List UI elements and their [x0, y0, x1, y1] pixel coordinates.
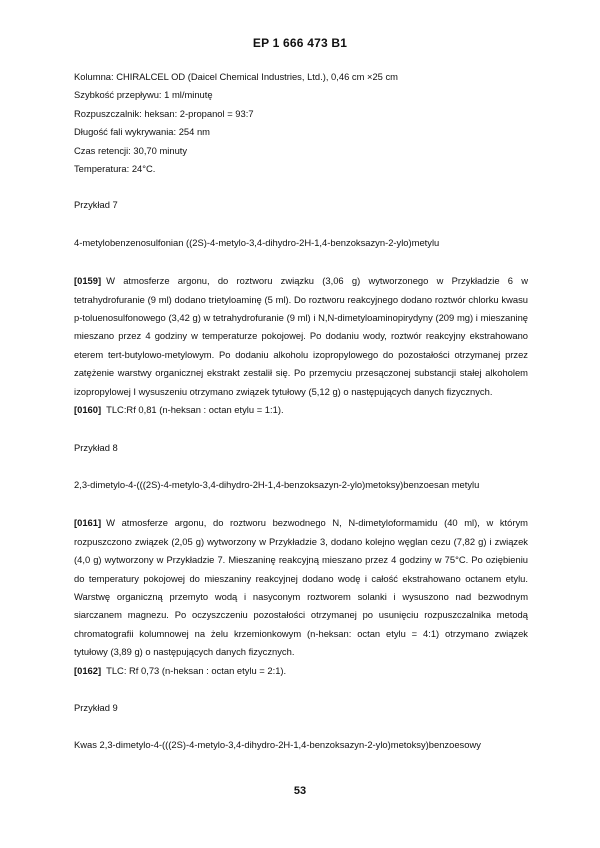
example-9-heading: Przykład 9	[74, 701, 118, 713]
paragraph-0160	[74, 401, 528, 419]
example-9-compound: Kwas 2,3-dimetylo-4-(((2S)-4-metylo-3,4-dihydro-2H-1,4-benzoksazyn-2-ylo)metoksy)benzoesowy	[74, 739, 481, 751]
condition-flow-rate: Szybkość przepływu: 1 ml/minutę	[74, 89, 213, 101]
paragraph-number: [0159]	[74, 275, 102, 287]
paragraph-text: W atmosferze argonu, do roztworu bezwodnego N, N-dimetyloformamidu (40 ml), w którym rozpuszczono związek (2,05 g) wytworzony w Przykładzie 3, dodano kolejno węglan cezu (7,82 g) i związek (4,0 g) wytworzony w Przykładzie 7. Mieszaninę reakcyjną mieszano przez 4 godziny w 75°C. Po oziębieniu do temperatury pokojowej do mieszaniny reakcyjnej dodano wodę i całość ekstrahowano octanem etylu. Warstwę organiczną przemyto wodą i nasyconym roztworem solanki i wysuszono nad bezwodnym siarczanem magnezu. Po oczyszczeniu pozostałości otrzymanej po usunięciu rozpuszczalnika metodą chromatografii kolumnowej na żelu krzemionkowym (n-heksan: octan etylu = 4:1) otrzymano związek tytułowy (3,89 g) o następujących danych fizycznych.	[74, 517, 528, 658]
paragraph-number: [0160]	[74, 404, 102, 416]
condition-wavelength: Długość fali wykrywania: 254 nm	[74, 126, 210, 138]
page-number: 53	[293, 785, 307, 797]
condition-column: Kolumna: CHIRALCEL OD (Daicel Chemical Industries, Ltd.), 0,46 cm ×25 cm	[74, 71, 398, 82]
paragraph-0161	[74, 514, 528, 661]
condition-temperature: Temperatura: 24°C.	[74, 163, 156, 175]
condition-retention-time: Czas retencji: 30,70 minuty	[74, 144, 188, 156]
patent-number-header: EP 1 666 473 B1	[252, 36, 348, 50]
paragraph-text: W atmosferze argonu, do roztworu związku (3,06 g) wytworzonego w Przykładzie 6 w tetrahydrofuranie (9 ml) dodano trietyloaminę (5 ml). Do roztworu reakcyjnego dodano roztwór chlorku kwasu p-toluenosulfonowego (3,42 g) w tetrahydrofuranie (9 ml) i N,N-dimetyloaminopirydyny (209 mg) i mieszaninę mieszano przez 4 godziny w temperaturze pokojowej. Po dodaniu wody, roztwór reakcyjny ekstrahowano eterem tert-butylowo-metylowym. Po dodaniu alkoholu izopropylowego do pozostałości otrzymanej przez zatężenie warstwy organicznej ekstrakt zestalił się. Po przemyciu przesączonej substancji stałej alkoholem izopropylowej I wysuszeniu otrzymano związek tytułowy (5,12 g) o następujących danych fizycznych.	[74, 275, 528, 397]
paragraph-0159	[74, 272, 528, 401]
example-8-compound: 2,3-dimetylo-4-(((2S)-4-metylo-3,4-dihydro-2H-1,4-benzoksazyn-2-ylo)metoksy)benzoesan metylu	[74, 478, 480, 490]
paragraph-0162	[74, 662, 528, 680]
paragraph-text: TLC:Rf 0,81 (n-heksan : octan etylu = 1:1).	[106, 404, 284, 416]
paragraph-number: [0161]	[74, 517, 102, 529]
paragraph-number: [0162]	[74, 664, 102, 676]
paragraph-text: TLC: Rf 0,73 (n-heksan : octan etylu = 2:1).	[106, 664, 287, 676]
page-content	[74, 68, 528, 755]
example-8-heading: Przykład 8	[74, 441, 118, 453]
example-7-compound: 4-metylobenzenosulfonian ((2S)-4-metylo-3,4-dihydro-2H-1,4-benzoksazyn-2-ylo)metylu	[74, 236, 440, 248]
example-7-heading: Przykład 7	[74, 199, 118, 211]
condition-solvent: Rozpuszczalnik: heksan: 2-propanol = 93:7	[74, 107, 254, 119]
